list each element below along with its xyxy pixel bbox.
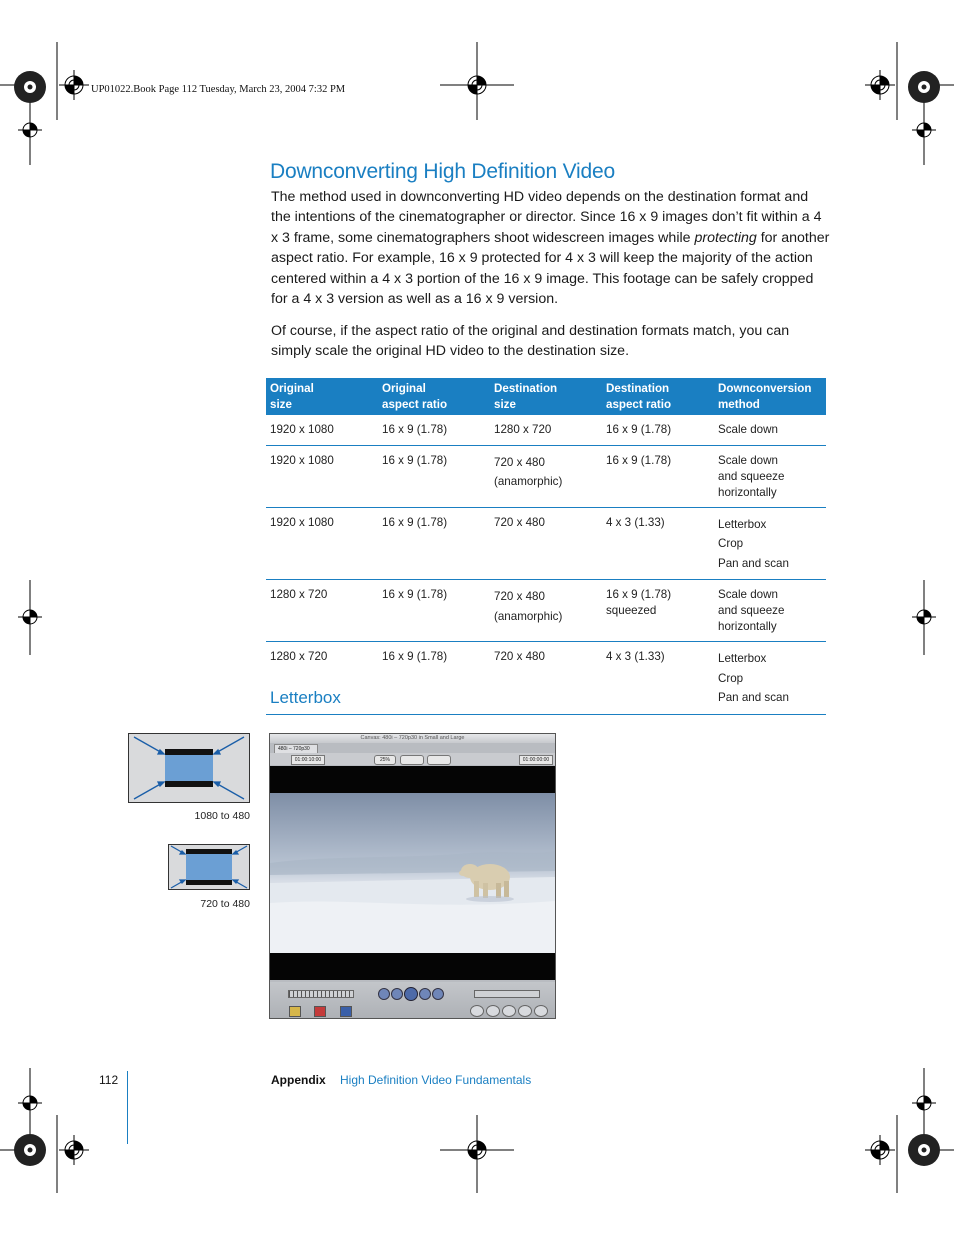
zoom-popup[interactable]: 25% (374, 755, 396, 765)
cell-dest-size: 1280 x 720 (490, 415, 602, 445)
cell-original-aspect: 16 x 9 (1.78) (378, 642, 490, 715)
cell-method: Scale down (714, 415, 826, 445)
cell-method: Letterbox Crop Pan and scan (714, 642, 826, 715)
cell-original-size: 1920 x 1080 (266, 507, 378, 580)
table-row (266, 580, 826, 642)
mark-in-button[interactable] (534, 1005, 548, 1017)
header-original-size: Original size (266, 378, 378, 415)
cell-dest-size: 720 x 480 (490, 642, 602, 715)
overlay-popup[interactable] (427, 755, 451, 765)
intro-text-2: for another aspect ratio. For example, 16 x 9 protected for 4 x 3 will keep the majority of the action centered within a 4 x 3 portion of the 16 x 9 image. This footage can be safely cropped for a 4 x 3 version as well as a 16 x 9 version. (271, 229, 830, 308)
viewer-tab[interactable] (274, 744, 318, 753)
cell-dest-size: 720 x 480 (anamorphic) (490, 580, 602, 642)
add-keyframe-button[interactable] (502, 1005, 516, 1017)
cell-dest-size: 720 x 480 (490, 507, 602, 580)
video-frame (270, 766, 555, 980)
table-row (266, 445, 826, 507)
table-row (266, 507, 826, 580)
cell-method: Scale down and squeeze horizontally (714, 580, 826, 642)
canvas-viewer-window (269, 733, 556, 1019)
next-edit-button[interactable] (419, 988, 431, 1000)
page-number: 112 (99, 1073, 119, 1087)
footer-divider (127, 1071, 128, 1144)
viewer-toolbar (270, 753, 555, 765)
timecode-right[interactable]: 01:00:00:00 (519, 755, 553, 765)
cell-original-size: 1920 x 1080 (266, 415, 378, 445)
cell-original-aspect: 16 x 9 (1.78) (378, 507, 490, 580)
cell-original-aspect: 16 x 9 (1.78) (378, 580, 490, 642)
viewer-tab-label: 480i – 720p30 (278, 746, 310, 752)
cell-dest-aspect: 16 x 9 (1.78) squeezed (602, 580, 714, 642)
overwrite-edit-button[interactable] (314, 1006, 326, 1017)
cell-original-size: 1920 x 1080 (266, 445, 378, 507)
replace-edit-button[interactable] (340, 1006, 352, 1017)
cell-dest-aspect: 4 x 3 (1.33) (602, 642, 714, 715)
print-slug: UP01022.Book Page 112 Tuesday, March 23, 2004 7:32 PM (91, 84, 346, 95)
header-downconversion-method: Downconversion method (714, 378, 826, 415)
caption-1080-to-480: 1080 to 480 (194, 810, 250, 822)
mark-clip-button[interactable] (486, 1005, 500, 1017)
jog-control[interactable] (474, 990, 540, 998)
prev-edit-button[interactable] (391, 988, 403, 1000)
add-marker-button[interactable] (518, 1005, 532, 1017)
cell-method: Scale down and squeeze horizontally (714, 445, 826, 507)
play-in-out-button[interactable] (378, 988, 390, 1000)
second-paragraph: Of course, if the aspect ratio of the original and destination formats match, you can simply scale the original HD video to the destination size. (271, 323, 790, 360)
table-row (266, 415, 826, 445)
cell-dest-size: 720 x 480 (anamorphic) (490, 445, 602, 507)
cell-dest-aspect: 16 x 9 (1.78) (602, 415, 714, 445)
view-popup[interactable] (400, 755, 424, 765)
polar-bear-image (270, 793, 555, 953)
viewer-controls (270, 982, 555, 1018)
viewer-title: Canvas: 480i – 720p30 in Small and Large (360, 735, 465, 741)
cell-original-aspect: 16 x 9 (1.78) (378, 415, 490, 445)
match-frame-button[interactable] (470, 1005, 484, 1017)
header-destination-size: Destination size (490, 378, 602, 415)
cell-method: Letterbox Crop Pan and scan (714, 507, 826, 580)
table-header-row (266, 378, 826, 415)
footer-chapter-title: High Definition Video Fundamentals (340, 1073, 532, 1087)
downconversion-table (266, 378, 826, 715)
cell-original-size: 1280 x 720 (266, 642, 378, 715)
caption-720-to-480: 720 to 480 (200, 898, 250, 910)
letterbox-diagram-720 (168, 844, 250, 890)
shuttle-control[interactable] (288, 990, 354, 998)
table-row (266, 642, 826, 715)
cell-dest-aspect: 16 x 9 (1.78) (602, 445, 714, 507)
insert-edit-button[interactable] (289, 1006, 301, 1017)
intro-italic: protecting (694, 229, 757, 246)
intro-text-1: The method used in downconverting HD video depends on the destination format and the intentions of the cinematographer or director. Since 16 x 9 images don’t fit within a 4 x 3 frame, some cinematographers shoot widescreen images while (271, 189, 822, 246)
header-destination-aspect: Destination aspect ratio (602, 378, 714, 415)
play-button[interactable] (404, 987, 418, 1001)
play-around-button[interactable] (432, 988, 444, 1000)
intro-paragraph (271, 187, 831, 309)
section-title: Downconverting High Definition Video (270, 160, 615, 183)
cell-original-size: 1280 x 720 (266, 580, 378, 642)
header-original-aspect: Original aspect ratio (378, 378, 490, 415)
footer-appendix-label: Appendix (271, 1073, 326, 1087)
letterbox-diagram-1080 (128, 733, 250, 803)
cell-dest-aspect: 4 x 3 (1.33) (602, 507, 714, 580)
viewer-title-bar (270, 734, 555, 743)
timecode-left[interactable]: 01:00:10:00 (291, 755, 325, 765)
letterbox-heading: Letterbox (270, 688, 341, 707)
cell-original-aspect: 16 x 9 (1.78) (378, 445, 490, 507)
